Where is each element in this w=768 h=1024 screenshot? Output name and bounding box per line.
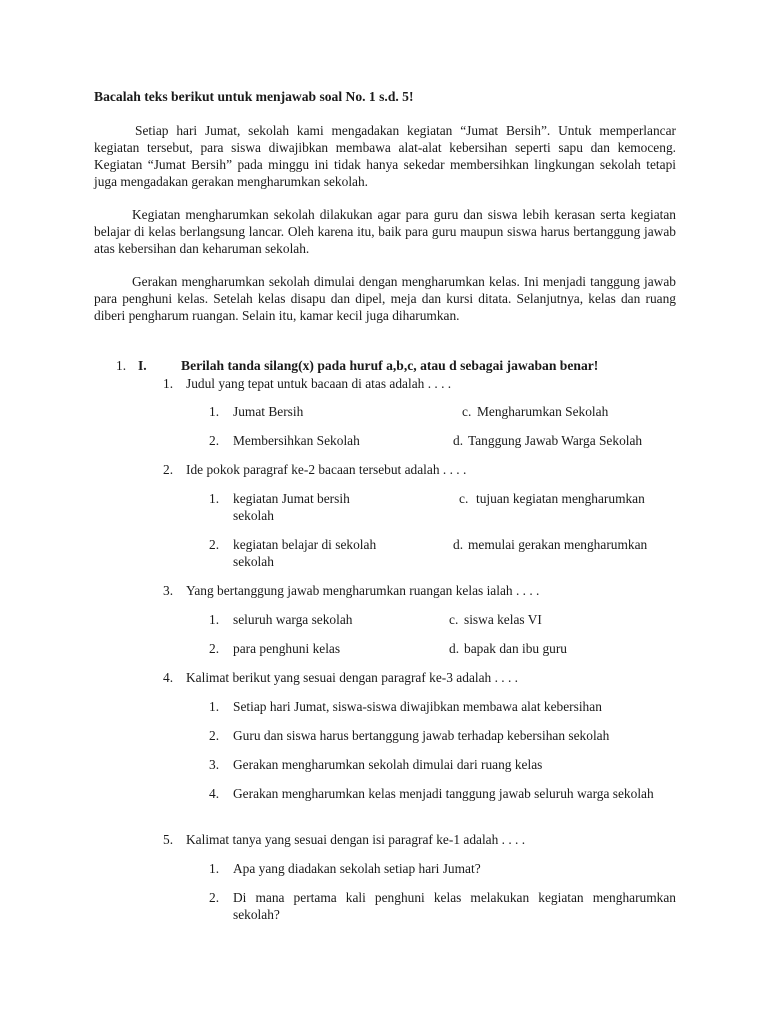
- option-text: Setiap hari Jumat, siswa-siswa diwajibkan membawa alat kebersihan: [233, 699, 602, 714]
- option-label: d.: [453, 433, 464, 448]
- option-text: Tanggung Jawab Warga Sekolah: [468, 433, 643, 448]
- option-text: bapak dan ibu guru: [464, 641, 568, 656]
- section-number: 1.: [116, 358, 127, 373]
- question-number: 3.: [163, 583, 174, 598]
- option-text: Apa yang diadakan sekolah setiap hari Jumat?: [233, 861, 481, 876]
- option-text: siswa kelas VI: [464, 612, 542, 627]
- option-label: 1.: [209, 699, 220, 714]
- option-text: Gerakan mengharumkan kelas menjadi tanggung jawab seluruh warga sekolah: [233, 786, 654, 801]
- option-text: kegiatan Jumat bersih: [233, 491, 350, 506]
- question-number: 1.: [163, 376, 174, 391]
- option-label: c.: [459, 491, 469, 506]
- option-label: 2.: [209, 641, 220, 656]
- option-label: c.: [462, 404, 472, 419]
- option-text: seluruh warga sekolah: [233, 612, 353, 627]
- option-label: 1.: [209, 491, 220, 506]
- option-text: tujuan kegiatan mengharumkan: [476, 491, 645, 506]
- option-text: Di mana pertama kali penghuni kelas melakukan kegiatan mengharumkan sekolah?: [233, 890, 676, 922]
- reading-paragraph-3: Gerakan mengharumkan sekolah dimulai dengan mengharumkan kelas. Ini menjadi tanggung jawab para penghuni kelas. Setelah kelas disapu dan dipel, meja dan kursi ditata. Selanjutnya, kelas dan ruang diberi pengharum ruangan. Selain itu, kamar kecil juga diharumkan.: [94, 274, 676, 323]
- option-label: 2.: [209, 537, 220, 552]
- option-text: Guru dan siswa harus bertanggung jawab terhadap kebersihan sekolah: [233, 728, 610, 743]
- question-text: Ide pokok paragraf ke-2 bacaan tersebut adalah . . . .: [186, 462, 467, 477]
- option-label: 1.: [209, 861, 220, 876]
- option-label: 2.: [209, 433, 220, 448]
- reading-instruction-heading: Bacalah teks berikut untuk menjawab soal No. 1 s.d. 5!: [94, 89, 414, 104]
- option-label: 2.: [209, 728, 220, 743]
- option-text: kegiatan belajar di sekolah: [233, 537, 377, 552]
- question-number: 4.: [163, 670, 174, 685]
- question-number: 2.: [163, 462, 174, 477]
- option-text: Membersihkan Sekolah: [233, 433, 360, 448]
- option-label: 2.: [209, 890, 220, 905]
- section-instruction: Berilah tanda silang(x) pada huruf a,b,c, atau d sebagai jawaban benar!: [181, 358, 599, 373]
- option-label: 4.: [209, 786, 220, 801]
- option-label: 3.: [209, 757, 220, 772]
- section-roman-number: I.: [138, 358, 147, 373]
- question-number: 5.: [163, 832, 174, 847]
- reading-paragraph-2: Kegiatan mengharumkan sekolah dilakukan agar para guru dan siswa lebih kerasan serta kegiatan belajar di kelas berlangsung lancar. Oleh karena itu, baik para guru maupun siswa harus bertanggung jawab atas kebersihan dan keharuman sekolah.: [94, 207, 676, 256]
- question-text: Kalimat berikut yang sesuai dengan paragraf ke-3 adalah . . . .: [186, 670, 519, 685]
- option-text-continuation: sekolah: [233, 554, 274, 569]
- question-text: Kalimat tanya yang sesuai dengan isi paragraf ke-1 adalah . . . .: [186, 832, 526, 847]
- option-text-continuation: sekolah: [233, 508, 274, 523]
- option-text: Gerakan mengharumkan sekolah dimulai dari ruang kelas: [233, 757, 543, 772]
- option-label: 1.: [209, 404, 220, 419]
- option-text: Mengharumkan Sekolah: [477, 404, 609, 419]
- option-text: para penghuni kelas: [233, 641, 341, 656]
- option-text: Jumat Bersih: [233, 404, 304, 419]
- question-text: Judul yang tepat untuk bacaan di atas adalah . . . .: [186, 376, 452, 391]
- option-text: memulai gerakan mengharumkan: [468, 537, 648, 552]
- option-label: 1.: [209, 612, 220, 627]
- option-label: d.: [453, 537, 464, 552]
- question-text: Yang bertanggung jawab mengharumkan ruangan kelas ialah . . . .: [186, 583, 540, 598]
- option-label: d.: [449, 641, 460, 656]
- reading-paragraph-1: Setiap hari Jumat, sekolah kami mengadakan kegiatan “Jumat Bersih”. Untuk memperlancar kegiatan tersebut, para siswa diwajibkan membawa alat-alat kebersihan seperti sapu dan kemoceng. Kegiatan “Jumat Bersih” pada minggu ini tidak hanya sekedar membersihkan lingkungan sekolah tetapi juga mengadakan gerakan mengharumkan sekolah.: [94, 123, 676, 189]
- option-label: c.: [449, 612, 459, 627]
